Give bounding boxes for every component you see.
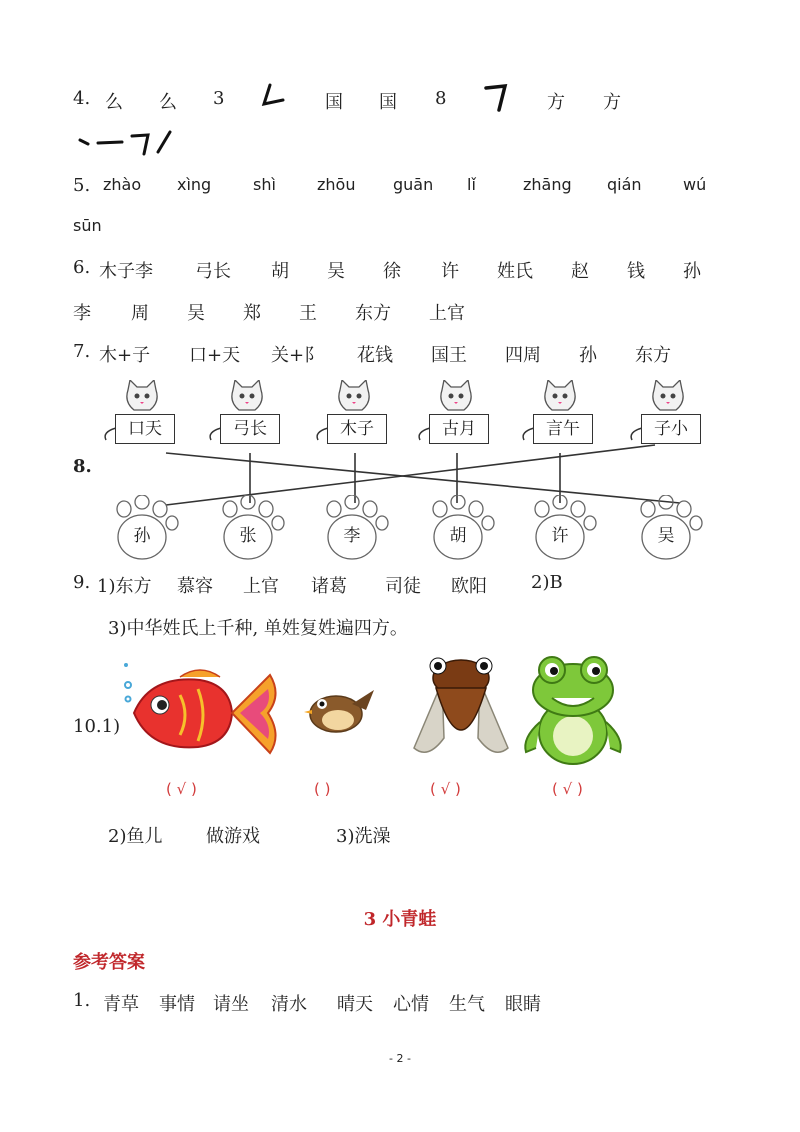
paw-card <box>530 495 598 563</box>
q10-part1: 1) <box>101 716 121 737</box>
q9-line <box>73 572 753 596</box>
s1-answer: 青草 <box>103 994 139 1015</box>
cat-icon <box>227 380 267 416</box>
s1-line <box>73 990 753 1014</box>
paw-label: 张 <box>239 526 257 546</box>
section-title: 3 小青蛙 <box>363 909 437 930</box>
paw-label: 吴 <box>657 526 675 546</box>
q10-part2 <box>108 822 508 846</box>
q9-answer: 2)B <box>531 572 563 593</box>
frog-image <box>518 652 628 768</box>
matching-lines <box>0 0 800 560</box>
q4-char: 方 <box>547 92 565 113</box>
fish-check: ( √ ) <box>166 780 197 798</box>
paw-label: 许 <box>551 526 569 546</box>
cat-icon <box>540 380 580 416</box>
q7-number: 7. <box>73 341 91 362</box>
q7-answer: 四周 <box>505 345 541 366</box>
cat-label: 木子 <box>327 414 387 444</box>
q7-answer: 关+阝 <box>271 345 323 366</box>
cat-card <box>636 380 700 448</box>
bird-image <box>300 680 380 740</box>
paw-label: 李 <box>343 526 361 546</box>
q6-answer: 吴 <box>187 303 205 324</box>
q6-answer: 王 <box>299 303 317 324</box>
q4-count: 3 <box>213 88 225 109</box>
q4-char: 国 <box>379 92 397 113</box>
q7-answer: 东方 <box>635 345 671 366</box>
q10-answer: 3)洗澡 <box>336 826 391 847</box>
q7-answer: 国王 <box>431 345 467 366</box>
q4-number: 4. <box>73 88 91 109</box>
cat-icon <box>436 380 476 416</box>
s1-answer: 事情 <box>159 994 195 1015</box>
q6-number: 6. <box>73 257 91 278</box>
s1-answer: 晴天 <box>337 994 373 1015</box>
q9-answer: 慕容 <box>177 576 213 597</box>
q4-char: 么 <box>159 92 177 113</box>
q6-answer: 胡 <box>271 261 289 282</box>
q6-answer: 东方 <box>355 303 391 324</box>
s1-answer: 生气 <box>449 994 485 1015</box>
q6-answer: 李 <box>73 303 91 324</box>
s1-number: 1. <box>73 990 91 1011</box>
cat-card <box>528 380 592 448</box>
q6-answer: 周 <box>131 303 149 324</box>
q4-char: 方 <box>603 92 621 113</box>
q9-answer: 诸葛 <box>311 576 347 597</box>
pinyin: zhào <box>103 175 142 194</box>
q10-answer: 2)鱼儿 <box>108 826 163 847</box>
cat-label: 弓长 <box>220 414 280 444</box>
q10-answer: 做游戏 <box>206 826 260 847</box>
q9-answer: 1)东方 <box>97 576 152 597</box>
answers-heading: 参考答案 <box>73 952 145 973</box>
q6-answer: 姓氏 <box>497 261 533 282</box>
q9-answer: 上官 <box>243 576 279 597</box>
q10-number: 10. <box>73 716 102 737</box>
q6-answer: 木子李 <box>99 261 153 282</box>
cat-label: 古月 <box>429 414 489 444</box>
cat-icon <box>648 380 688 416</box>
q4-char: 国 <box>325 92 343 113</box>
q10-label <box>73 716 120 737</box>
cat-icon <box>122 380 162 416</box>
cat-card <box>322 380 386 448</box>
cat-card <box>424 380 488 448</box>
pinyin: zhāng <box>523 175 572 194</box>
pinyin: xìng <box>177 175 212 194</box>
q6-answer: 赵 <box>571 261 589 282</box>
q9-number: 9. <box>73 572 91 593</box>
paw-label: 胡 <box>449 526 467 546</box>
q4-char: 么 <box>105 92 123 113</box>
q7-answer: 花钱 <box>357 345 393 366</box>
cat-card <box>110 380 174 448</box>
paw-label: 孙 <box>133 526 151 546</box>
q7-answer: 口+天 <box>189 345 241 366</box>
fish-image <box>120 655 280 765</box>
q6-answer: 弓长 <box>195 261 231 282</box>
q7-answer: 孙 <box>579 345 597 366</box>
cat-icon <box>334 380 374 416</box>
cat-label: 子小 <box>641 414 701 444</box>
pinyin: sūn <box>73 216 102 235</box>
cat-label: 言午 <box>533 414 593 444</box>
paw-card <box>218 495 286 563</box>
bird-check: ( ) <box>314 780 331 798</box>
q8-number: 8. <box>73 456 92 477</box>
paw-card <box>322 495 390 563</box>
pinyin: guān <box>393 175 434 194</box>
paw-card <box>428 495 496 563</box>
q6-answer: 郑 <box>243 303 261 324</box>
pinyin: qián <box>607 175 642 194</box>
q6-answer: 徐 <box>383 261 401 282</box>
q6-answer: 孙 <box>683 261 701 282</box>
q6-answer: 上官 <box>429 303 465 324</box>
q4-count: 8 <box>435 88 447 109</box>
q9-part3: 3)中华姓氏上千种, 单姓复姓遍四方。 <box>108 618 408 639</box>
cicada-image <box>408 652 514 766</box>
page-number: - 2 - <box>389 1052 411 1065</box>
pinyin: lǐ <box>467 175 476 194</box>
paw-card <box>636 495 704 563</box>
pinyin: zhōu <box>317 175 356 194</box>
pinyin: wú <box>683 175 707 194</box>
q9-answer: 欧阳 <box>451 576 487 597</box>
q6-answer: 吴 <box>327 261 345 282</box>
paw-card <box>112 495 180 563</box>
cicada-check: ( √ ) <box>430 780 461 798</box>
q7-answer: 木+子 <box>99 345 151 366</box>
s1-answer: 心情 <box>393 994 429 1015</box>
cat-card <box>215 380 279 448</box>
q9-answer: 司徒 <box>385 576 421 597</box>
q5-number: 5. <box>73 175 91 196</box>
cat-label: 口天 <box>115 414 175 444</box>
s1-answer: 眼睛 <box>505 994 541 1015</box>
q6-answer: 钱 <box>627 261 645 282</box>
pinyin: shì <box>253 175 276 194</box>
frog-check: ( √ ) <box>552 780 583 798</box>
s1-answer: 请坐 <box>213 994 249 1015</box>
s1-answer: 清水 <box>271 994 307 1015</box>
q6-answer: 许 <box>441 261 459 282</box>
